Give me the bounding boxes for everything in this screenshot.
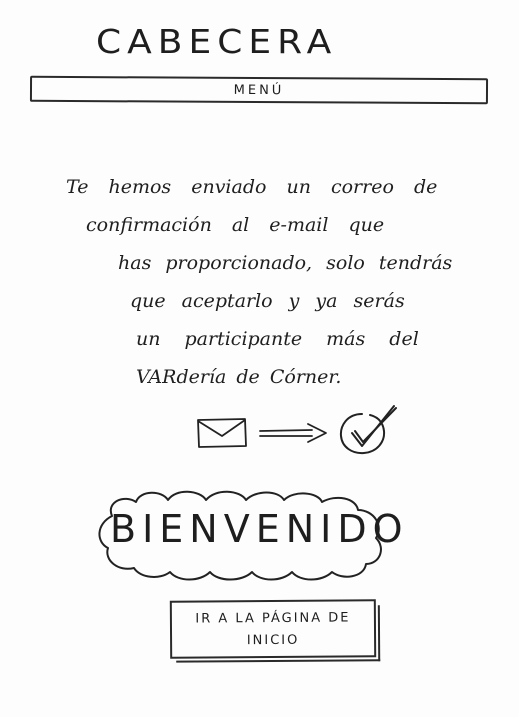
menu-bar[interactable] bbox=[30, 76, 488, 104]
menu-label: MENÚ bbox=[233, 82, 285, 99]
home-button-label-line-2: INICIO bbox=[246, 632, 300, 649]
message-line-5: un participante más del bbox=[136, 328, 419, 350]
confirmation-flow-icons bbox=[190, 400, 410, 460]
confirmation-message bbox=[40, 168, 480, 396]
envelope-icon bbox=[198, 419, 246, 447]
message-line-1: Te hemos enviado un correo de bbox=[66, 176, 438, 198]
home-button-label-line-1: IR A LA PÁGINA DE bbox=[195, 610, 351, 627]
message-line-2: confirmación al e-mail que bbox=[86, 214, 385, 236]
message-line-3: has proporcionado, solo tendrás bbox=[118, 252, 453, 274]
arrow-right-icon bbox=[260, 424, 326, 442]
message-line-6: VARdería de Córner. bbox=[136, 366, 342, 388]
go-to-home-button[interactable] bbox=[170, 599, 376, 658]
message-line-4: que aceptarlo y ya serás bbox=[130, 290, 405, 312]
welcome-text: BIENVENIDO bbox=[110, 507, 409, 551]
check-circle-icon bbox=[341, 406, 396, 453]
page-header-title: CABECERA bbox=[96, 23, 338, 62]
home-button-label bbox=[180, 607, 366, 652]
